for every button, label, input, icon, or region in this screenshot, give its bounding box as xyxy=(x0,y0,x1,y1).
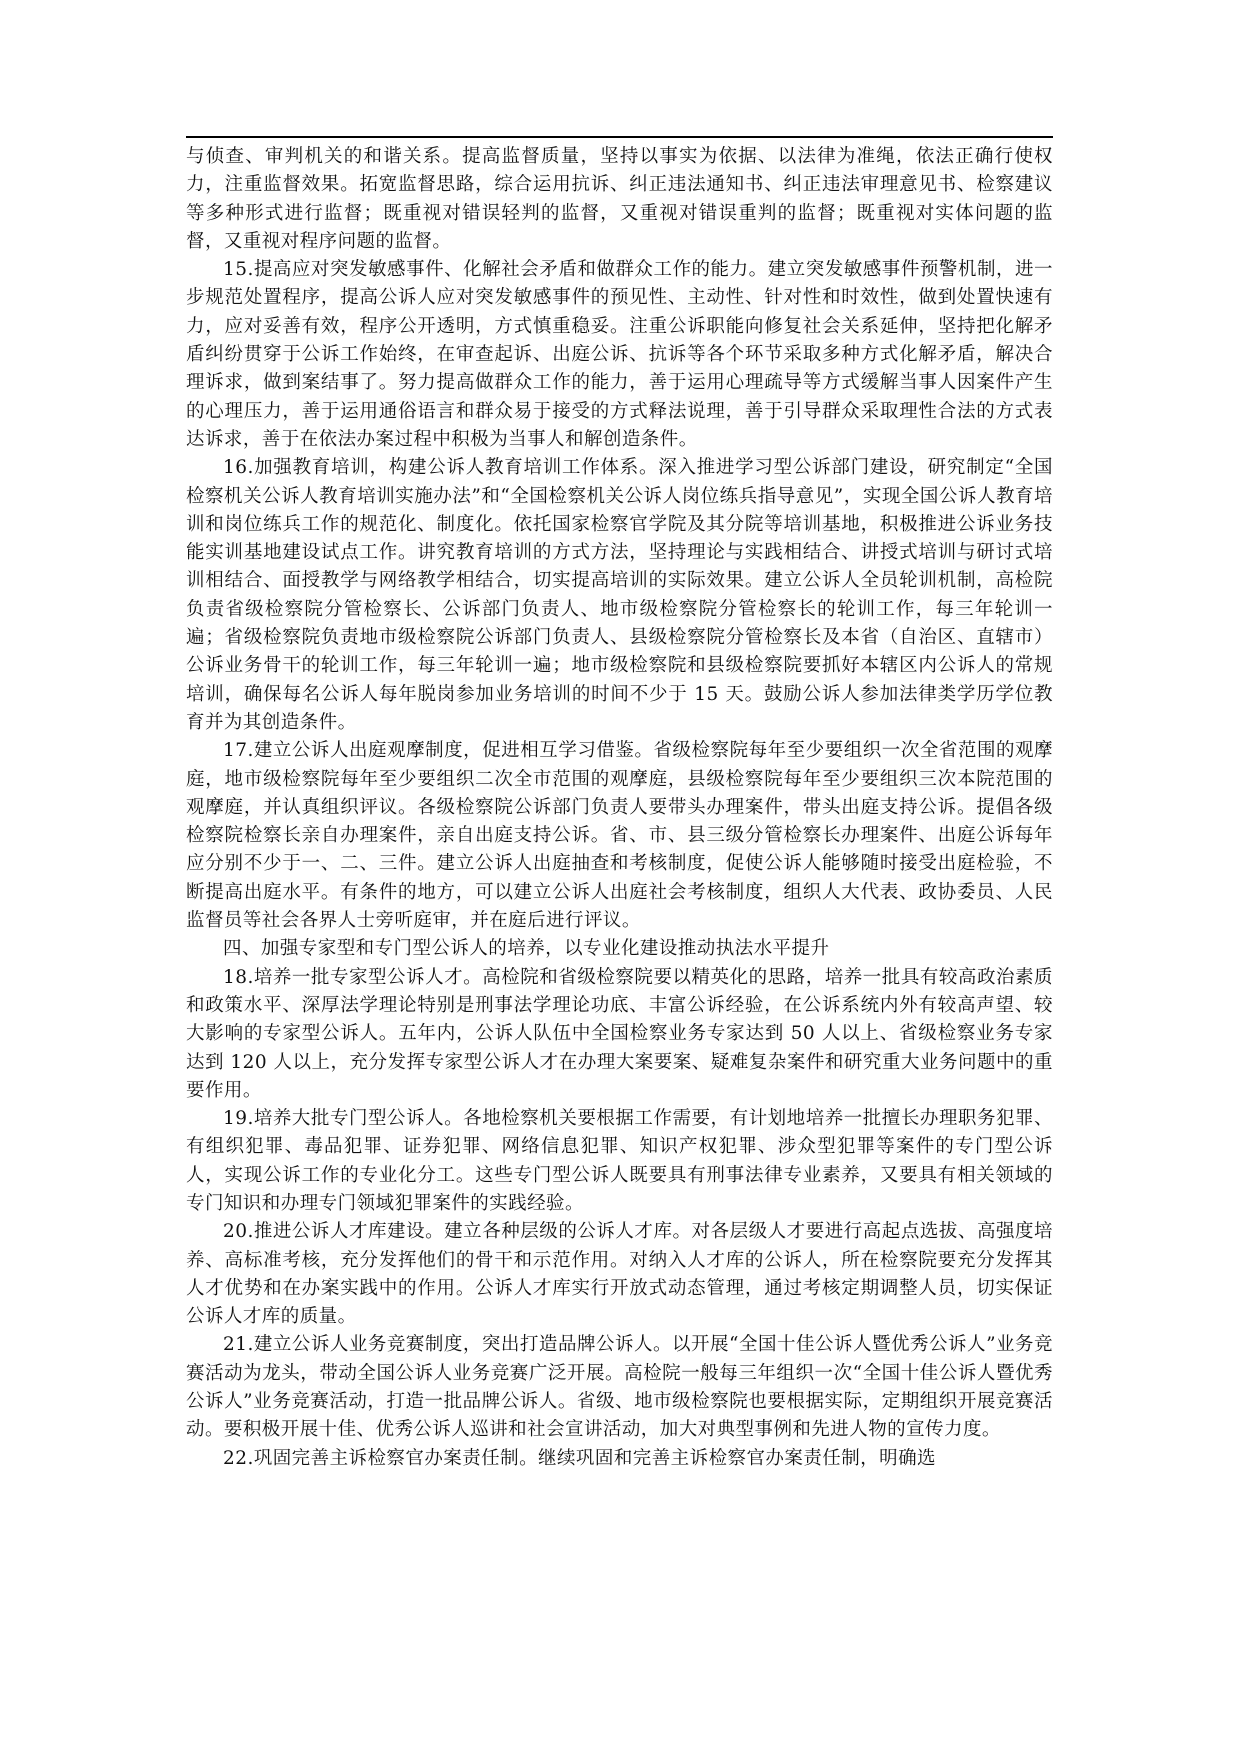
paragraph-16: 16.加强教育培训，构建公诉人教育培训工作体系。深入推进学习型公诉部门建设，研究制定“全国检察机关公诉人教育培训实施办法”和“全国检察机关公诉人岗位练兵指导意见”，实现全国公诉人教育培训和岗位练兵工作的规范化、制度化。依托国家检察官学院及其分院等培训基地，积极推进公诉业务技能实训基地建设试点工作。讲究教育培训的方式方法，坚持理论与实践相结合、讲授式培训与研讨式培训相结合、面授教学与网络教学相结合，切实提高培训的实际效果。建立公诉人全员轮训机制，高检院负责省级检察院分管检察长、公诉部门负责人、地市级检察院分管检察长的轮训工作，每三年轮训一遍；省级检察院负责地市级检察院公诉部门负责人、县级检察院分管检察长及本省（自治区、直辖市）公诉业务骨干的轮训工作，每三年轮训一遍；地市级检察院和县级检察院要抓好本辖区内公诉人的常规培训，确保每名公诉人每年脱岗参加业务培训的时间不少于 15 天。鼓励公诉人参加法律类学历学位教育并为其创造条件。 xyxy=(186,457,1053,733)
paragraph-21: 21.建立公诉人业务竞赛制度，突出打造品牌公诉人。以开展“全国十佳公诉人暨优秀公诉人”业务竞赛活动为龙头，带动全国公诉人业务竞赛广泛开展。高检院一般每三年组织一次“全国十佳公诉人暨优秀公诉人”业务竞赛活动，打造一批品牌公诉人。省级、地市级检察院也要根据实际，定期组织开展竞赛活动。要积极开展十佳、优秀公诉人巡讲和社会宣讲活动，加大对典型事例和先进人物的宣传力度。 xyxy=(186,1334,1053,1441)
header-rule xyxy=(186,136,1053,138)
body-text xyxy=(186,143,1053,1473)
paragraph-17: 17.建立公诉人出庭观摩制度，促进相互学习借鉴。省级检察院每年至少要组织一次全省范围的观摩庭，地市级检察院每年至少要组织二次全市范围的观摩庭，县级检察院每年至少要组织三次本院范围的观摩庭，并认真组织评议。各级检察院公诉部门负责人要带头办理案件，带头出庭支持公诉。提倡各级检察院检察长亲自办理案件，亲自出庭支持公诉。省、市、县三级分管检察长办理案件、出庭公诉每年应分别不少于一、二、三件。建立公诉人出庭抽查和考核制度，促使公诉人能够随时接受出庭检验，不断提高出庭水平。有条件的地方，可以建立公诉人出庭社会考核制度，组织人大代表、政协委员、人民监督员等社会各界人士旁听庭审，并在庭后进行评议。 xyxy=(186,740,1053,932)
paragraph-15: 15.提高应对突发敏感事件、化解社会矛盾和做群众工作的能力。建立突发敏感事件预警机制，进一步规范处置程序，提高公诉人应对突发敏感事件的预见性、主动性、针对性和时效性，做到处置快速有力，应对妥善有效，程序公开透明，方式慎重稳妥。注重公诉职能向修复社会关系延伸，坚持把化解矛盾纠纷贯穿于公诉工作始终，在审查起诉、出庭公诉、抗诉等各个环节采取多种方式化解矛盾，解决合理诉求，做到案结事了。努力提高做群众工作的能力，善于运用心理疏导等方式缓解当事人因案件产生的心理压力，善于运用通俗语言和群众易于接受的方式释法说理，善于引导群众采取理性合法的方式表达诉求，善于在依法办案过程中积极为当事人和解创造条件。 xyxy=(186,259,1053,450)
paragraph-19: 19.培养大批专门型公诉人。各地检察机关要根据工作需要，有计划地培养一批擅长办理职务犯罪、有组织犯罪、毒品犯罪、证券犯罪、网络信息犯罪、知识产权犯罪、涉众型犯罪等案件的专门型公诉人，实现公诉工作的专业化分工。这些专门型公诉人既要具有刑事法律专业素养，又要具有相关领域的专门知识和办理专门领域犯罪案件的实践经验。 xyxy=(186,1108,1053,1214)
paragraph-22: 22.巩固完善主诉检察官办案责任制。继续巩固和完善主诉检察官办案责任制，明确选 xyxy=(223,1447,936,1469)
paragraph-20: 20.推进公诉人才库建设。建立各种层级的公诉人才库。对各层级人才要进行高起点选拔、高强度培养、高标准考核，充分发挥他们的骨干和示范作用。对纳入人才库的公诉人，所在检察院要充分发挥其人才优势和在办案实践中的作用。公诉人才库实行开放式动态管理，通过考核定期调整人员，切实保证公诉人才库的质量。 xyxy=(186,1221,1053,1328)
section-heading-4: 四、加强专家型和专门型公诉人的培养，以专业化建设推动执法水平提升 xyxy=(223,938,830,960)
paragraph-continued: 与侦查、审判机关的和谐关系。提高监督质量，坚持以事实为依据、以法律为准绳，依法正确行使权力，注重监督效果。拓宽监督思路，综合运用抗诉、纠正违法通知书、纠正违法审理意见书、检察建议等多种形式进行监督；既重视对错误轻判的监督，又重视对错误重判的监督；既重视对实体问题的监督，又重视对程序问题的监督。 xyxy=(186,146,1053,252)
paragraph-18: 18.培养一批专家型公诉人才。高检院和省级检察院要以精英化的思路，培养一批具有较高政治素质和政策水平、深厚法学理论特别是刑事法学理论功底、丰富公诉经验，在公诉系统内外有较高声望、较大影响的专家型公诉人。五年内，公诉人队伍中全国检察业务专家达到 50 人以上、省级检察业务专家达到 120 人以上，充分发挥专家型公诉人才在办理大案要案、疑难复杂案件和研究重大业务问题中的重要作用。 xyxy=(186,966,1053,1101)
